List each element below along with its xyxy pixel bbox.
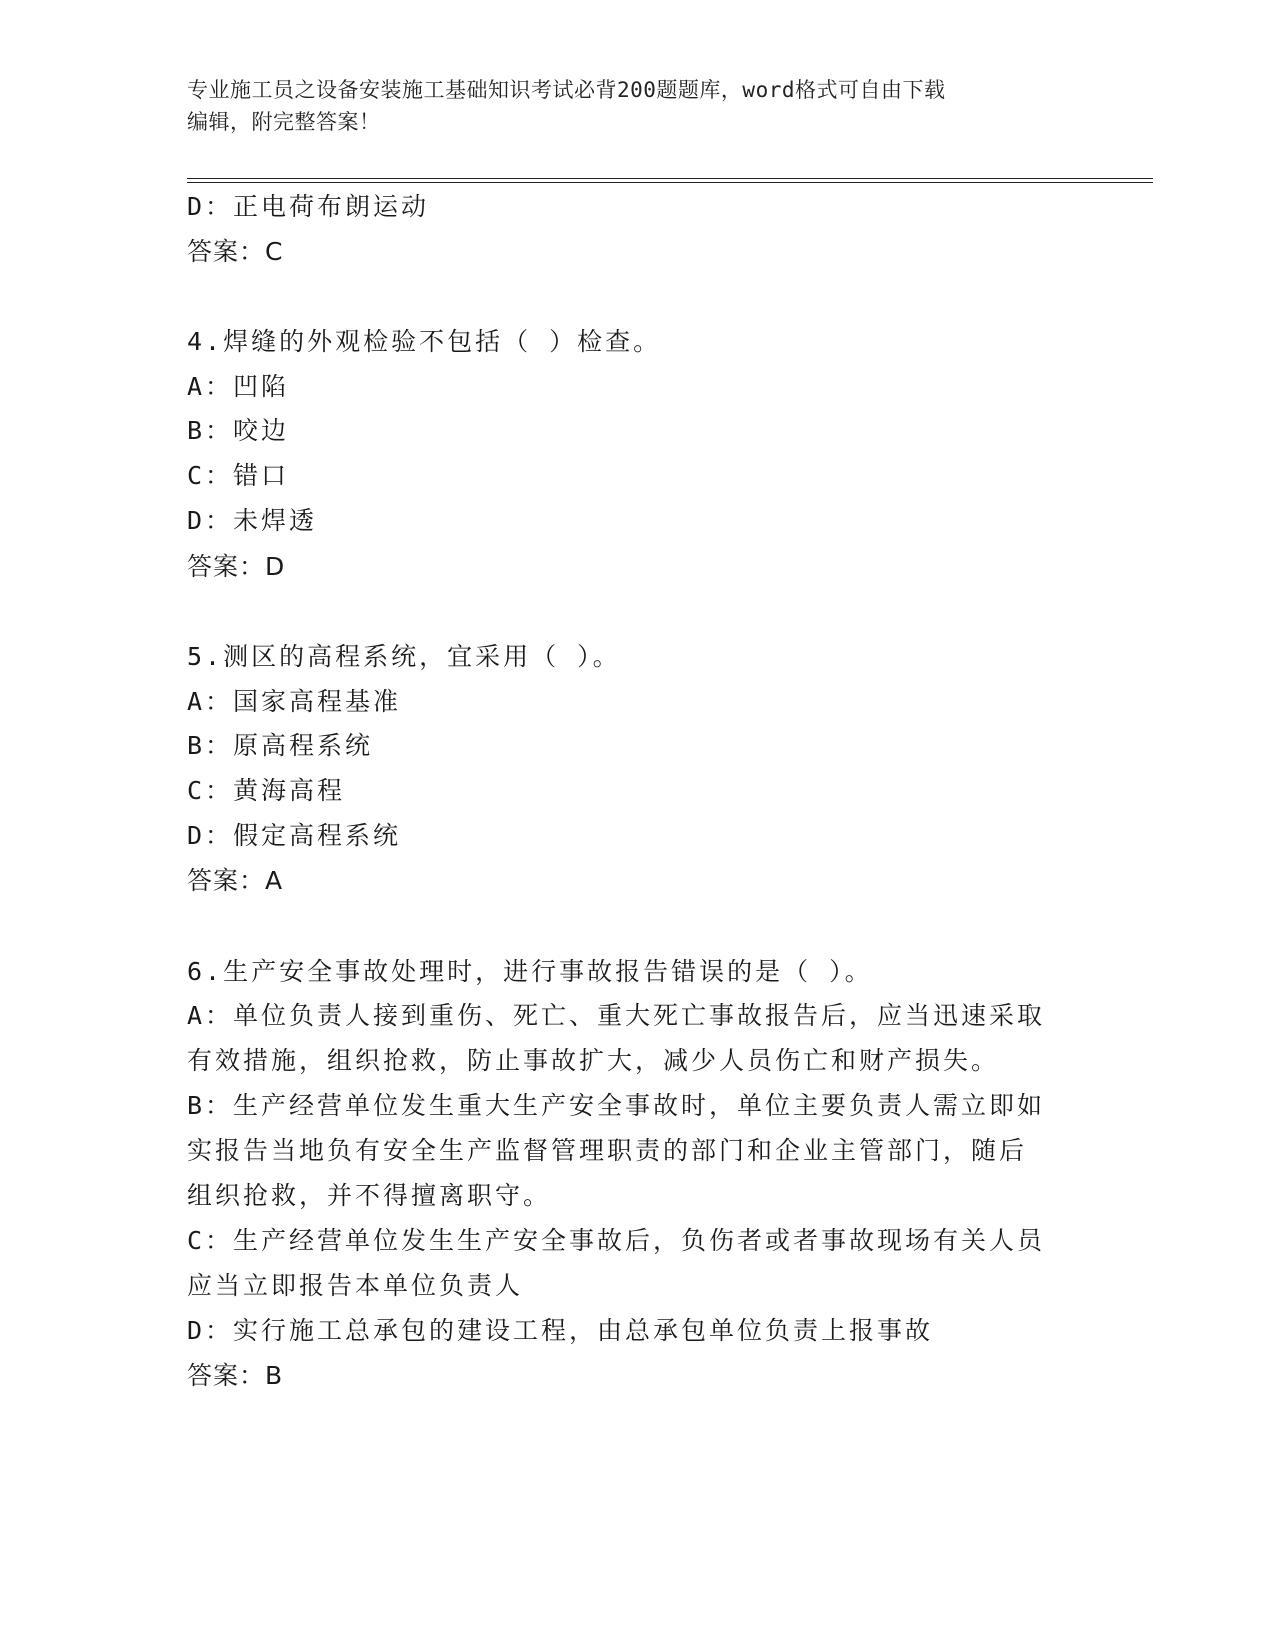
header-title-line-1: 专业施工员之设备安装施工基础知识考试必背200题题库，word格式可自由下载 [187,78,946,102]
q5-question: 5.测区的高程系统，宜采用（ ）。 [187,642,621,671]
q6-option-a-line-2: 有效措施，组织抢救，防止事故扩大，减少人员伤亡和财产损失。 [187,1046,1000,1075]
q3-answer: 答案：C [187,237,284,266]
q4-option-b: B：咬边 [187,416,290,445]
q4-answer: 答案：D [187,552,286,581]
q5-option-a: A：国家高程基准 [187,687,402,716]
q5-answer: 答案：A [187,866,284,895]
q3-option-d: D：正电荷布朗运动 [187,192,430,221]
q5-option-b: B：原高程系统 [187,731,374,760]
q5-option-d: D：假定高程系统 [187,821,402,850]
q6-option-b-line-1: B：生产经营单位发生重大生产安全事故时，单位主要负责人需立即如 [187,1091,1046,1120]
header-title-line-2: 编辑，附完整答案！ [187,110,381,134]
q4-option-a: A：凹陷 [187,372,290,401]
q6-answer: 答案：B [187,1361,284,1390]
q6-option-b-line-3: 组织抢救，并不得擅离职守。 [187,1181,552,1210]
q6-option-b-line-2: 实报告当地负有安全生产监督管理职责的部门和企业主管部门，随后 [187,1136,1028,1165]
header-divider-top [187,178,1153,179]
q4-option-c: C：错口 [187,461,290,490]
q4-question: 4.焊缝的外观检验不包括（ ）检查。 [187,327,662,356]
q6-option-d: D：实行施工总承包的建设工程，由总承包单位负责上报事故 [187,1316,934,1345]
q5-option-c: C：黄海高程 [187,776,346,805]
q4-option-d: D：未焊透 [187,506,318,535]
document-header [187,74,1087,138]
header-divider-bottom [187,182,1153,183]
q6-option-c-line-2: 应当立即报告本单位负责人 [187,1271,524,1300]
q6-option-c-line-1: C：生产经营单位发生生产安全事故后，负伤者或者事故现场有关人员 [187,1226,1046,1255]
q6-option-a-line-1: A：单位负责人接到重伤、死亡、重大死亡事故报告后，应当迅速采取 [187,1001,1046,1030]
q6-question: 6.生产安全事故处理时，进行事故报告错误的是（ ）。 [187,957,873,986]
